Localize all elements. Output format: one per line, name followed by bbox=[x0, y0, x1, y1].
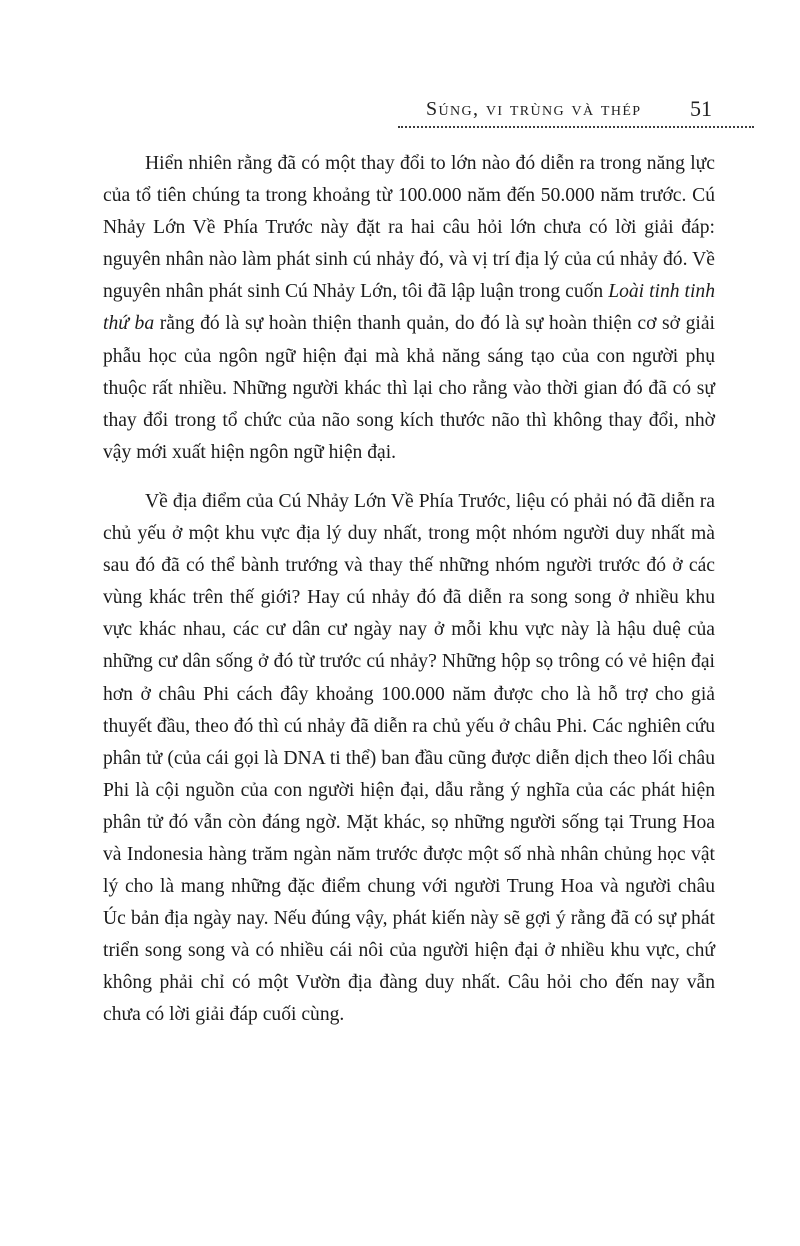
paragraph-2: Về địa điểm của Cú Nhảy Lớn Về Phía Trước, liệu có phải nó đã diễn ra chủ yếu ở một khu vực địa lý duy nhất, trong một nhóm người duy nhất mà sau đó đã có thể bành trướng và thay thế những nhóm người trước đó ở các vùng khác trên thế giới? Hay cú nhảy đó đã diễn ra song song ở nhiều khu vực khác nhau, các cư dân cư ngày nay ở mỗi khu vực này là hậu duệ của những cư dân sống ở đó từ trước cú nhảy? Những hộp sọ trông có vẻ hiện đại hơn ở châu Phi cách đây khoảng 100.000 năm được cho là hỗ trợ cho giả thuyết đầu, theo đó thì cú nhảy đã diễn ra chủ yếu ở châu Phi. Các nghiên cứu phân tử (của cái gọi là DNA ti thể) ban đầu cũng được diễn dịch theo lối châu Phi là cội nguồn của con người hiện đại, dẫu rằng ý nghĩa của các phát hiện phân tử đó vẫn còn đáng ngờ. Mặt khác, sọ những người sống tại Trung Hoa và Indonesia hàng trăm ngàn năm trước được một số nhà nhân chủng học vật lý cho là mang những đặc điểm chung với người Trung Hoa và người châu Úc bản địa ngày nay. Nếu đúng vậy, phát kiến này sẽ gợi ý rằng đã có sự phát triển song song và có nhiều cái nôi của người hiện đại ở nhiều khu vực, chứ không phải chỉ có một Vườn địa đàng duy nhất. Câu hỏi cho đến nay vẫn chưa có lời giải đáp cuối cùng. bbox=[103, 490, 715, 1026]
running-header bbox=[398, 96, 754, 128]
paragraph-1-text-before-title: Hiển nhiên rằng đã có một thay đổi to lớn nào đó diễn ra trong năng lực của tổ tiên chúng ta trong khoảng từ 100.000 năm đến 50.000 năm trước. Cú Nhảy Lớn Về Phía Trước này đặt ra hai câu hỏi lớn chưa có lời giải đáp: nguyên nhân nào làm phát sinh cú nhảy đó, và vị trí địa lý của cú nhảy đó. Về nguyên nhân phát sinh Cú Nhảy Lớn, tôi đã lập luận trong cuốn bbox=[103, 153, 715, 303]
page-number: 51 bbox=[690, 96, 712, 121]
paragraph-1 bbox=[103, 148, 715, 469]
running-title: Súng, vi trùng và thép bbox=[426, 98, 642, 120]
body-text bbox=[103, 148, 715, 1032]
book-title-italic: Loài tinh tinh thứ ba bbox=[103, 281, 715, 335]
paragraph-1-text-after-title: rằng đó là sự hoàn thiện thanh quản, do đó là sự hoàn thiện cơ sở giải phẫu học của ngôn ngữ hiện đại mà khả năng sáng tạo của con người phụ thuộc rất nhiều. Những người khác thì lại cho rằng vào thời gian đó đã có sự thay đổi trong tổ chức của não song kích thước não thì không thay đổi, nhờ vậy mới xuất hiện ngôn ngữ hiện đại. bbox=[103, 313, 716, 463]
